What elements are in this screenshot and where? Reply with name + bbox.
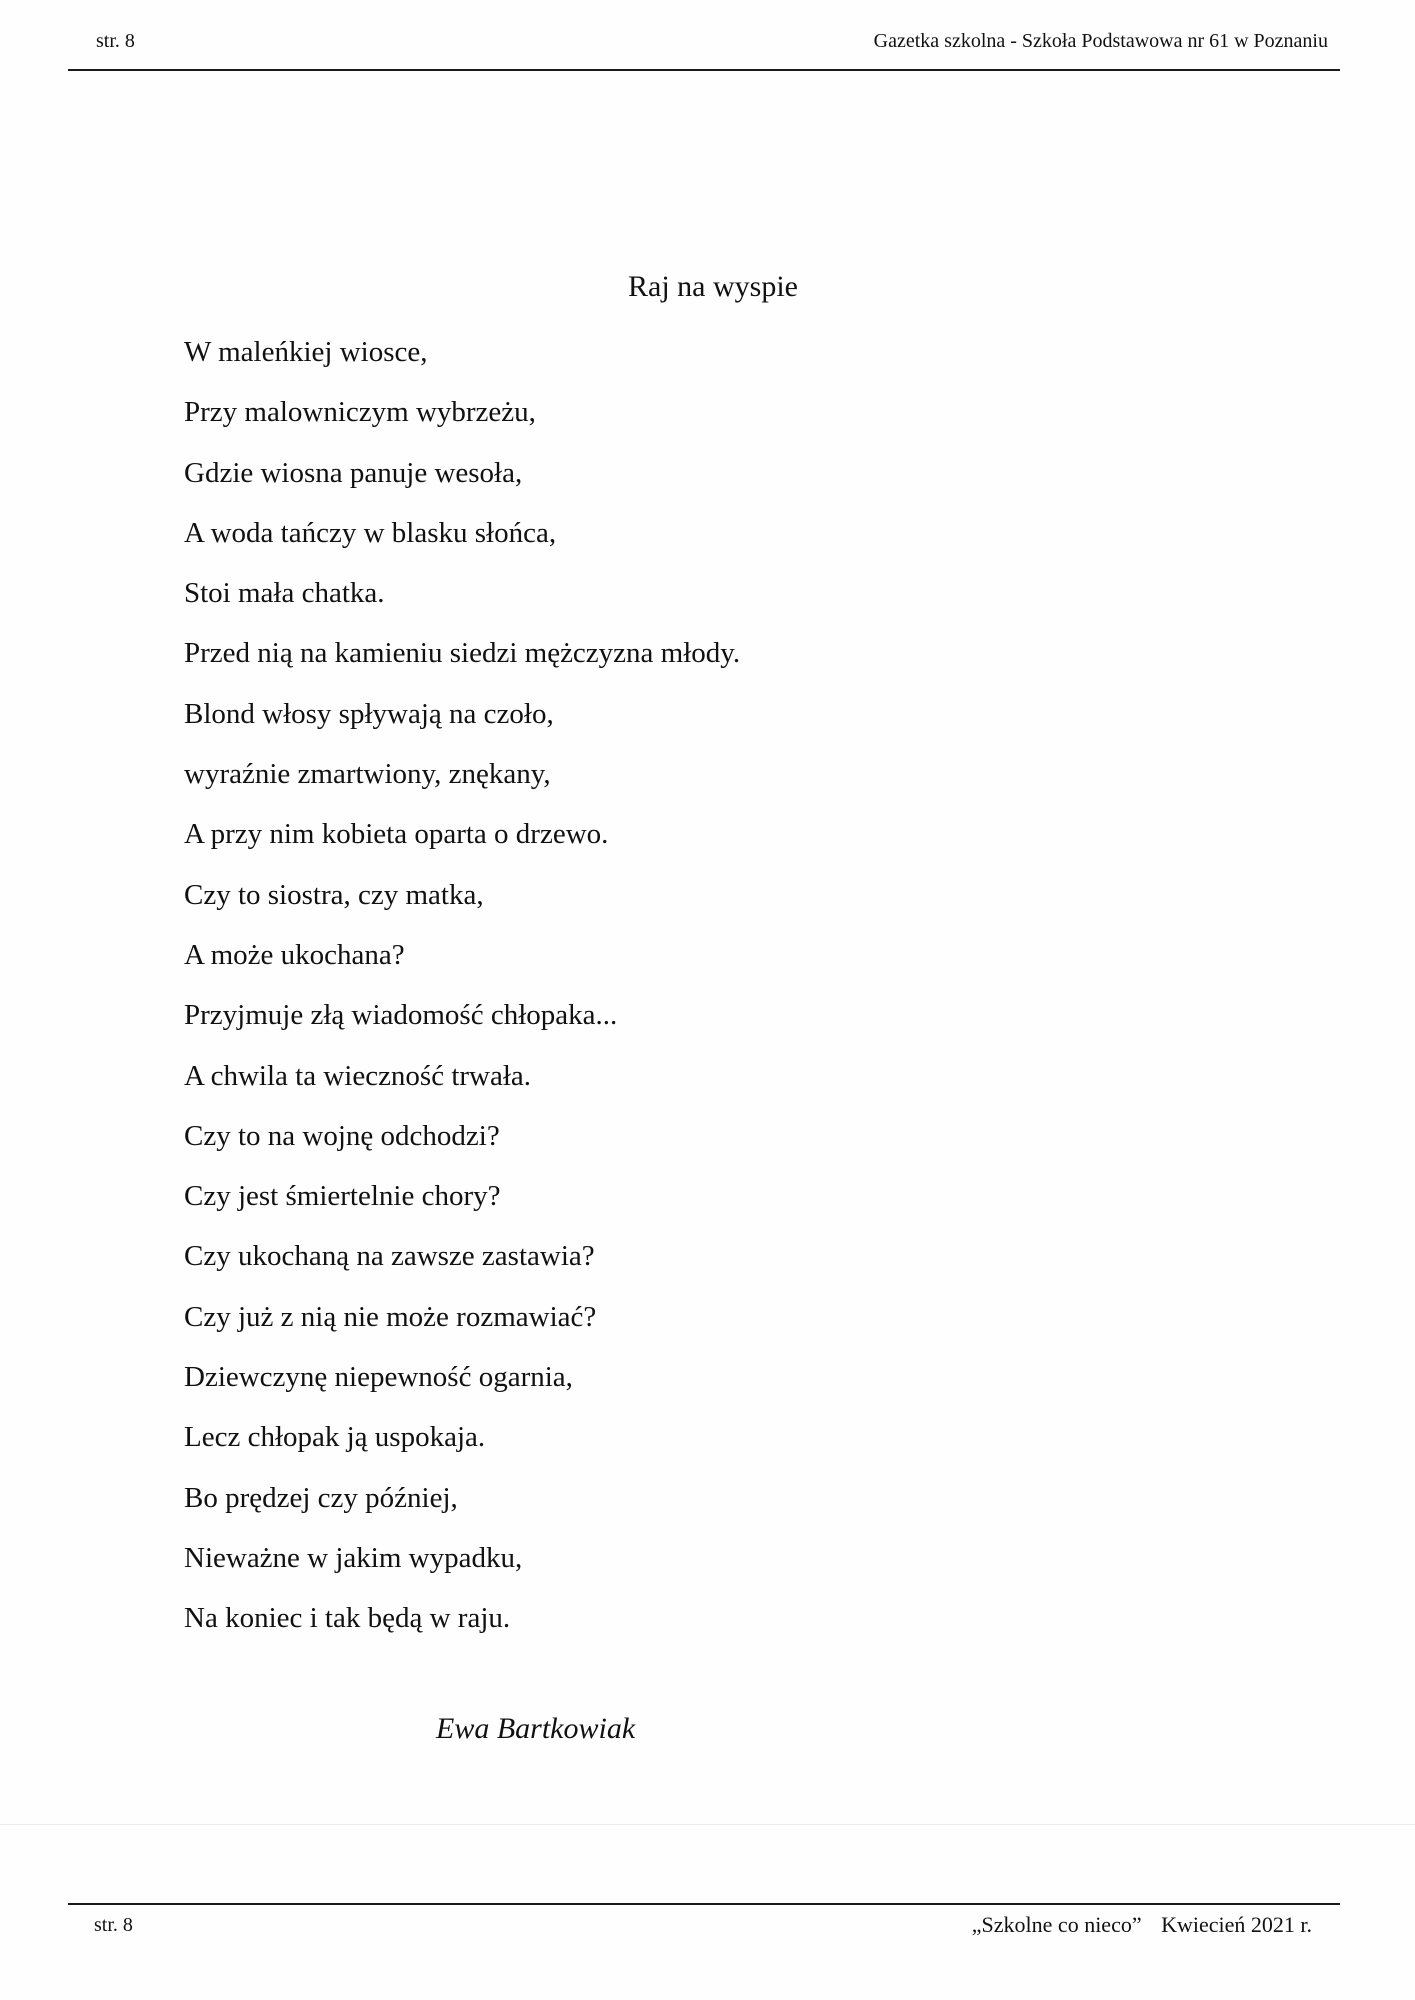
- poem-line: Czy to siostra, czy matka,: [184, 878, 484, 911]
- page-header: [68, 26, 1340, 70]
- poem-line: Nieważne w jakim wypadku,: [184, 1541, 523, 1574]
- poem-title: Raj na wyspie: [628, 270, 798, 303]
- poem-line: Czy jest śmiertelnie chory?: [184, 1180, 501, 1213]
- poem-line: Bo prędzej czy później,: [184, 1481, 458, 1514]
- poem-line: Przyjmuje złą wiadomość chłopaka...: [184, 999, 618, 1032]
- footer-issue-date: Kwiecień 2021 r.: [1161, 1912, 1312, 1937]
- footer-magazine-name: „Szkolne co nieco”: [971, 1912, 1142, 1937]
- poem-line: Czy już z nią nie może rozmawiać?: [184, 1300, 597, 1333]
- poem-body: [184, 322, 740, 1649]
- poem-line: W maleńkiej wiosce,: [184, 336, 428, 368]
- poem-line: A chwila ta wieczność trwała.: [184, 1059, 532, 1092]
- footer-page-number: str. 8: [94, 1914, 133, 1936]
- poem-line: Przed nią na kamieniu siedzi mężczyzna młody.: [184, 637, 741, 670]
- poem-author: Ewa Bartkowiak: [436, 1712, 636, 1745]
- poem-line: Dziewczynę niepewność ogarnia,: [184, 1361, 573, 1394]
- poem-line: Lecz chłopak ją uspokaja.: [184, 1421, 486, 1454]
- poem-line: A może ukochana?: [184, 938, 405, 971]
- poem-line: Blond włosy spływają na czoło,: [184, 697, 554, 730]
- footer-divider: [68, 1903, 1340, 1905]
- poem-line: Stoi mała chatka.: [184, 577, 385, 610]
- poem-line: Czy ukochaną na zawsze zastawia?: [184, 1240, 595, 1273]
- poem-line: wyraźnie zmartwiony, znękany,: [184, 758, 551, 791]
- poem-line: Na koniec i tak będą w raju.: [184, 1602, 511, 1635]
- scan-artifact-line: [0, 1824, 1415, 1825]
- footer-issue-info: [972, 1912, 1312, 1938]
- header-publication-title: Gazetka szkolna - Szkoła Podstawowa nr 61 w Poznaniu: [873, 30, 1328, 52]
- poem-line: Gdzie wiosna panuje wesoła,: [184, 456, 523, 489]
- poem-line: Przy malowniczym wybrzeżu,: [184, 396, 536, 429]
- page-footer: [68, 1910, 1340, 1950]
- header-page-number: str. 8: [96, 30, 135, 52]
- poem-line: Czy to na wojnę odchodzi?: [184, 1119, 500, 1152]
- poem-line: A przy nim kobieta oparta o drzewo.: [184, 818, 609, 851]
- header-divider: [68, 69, 1340, 71]
- poem-line: A woda tańczy w blasku słońca,: [184, 516, 557, 549]
